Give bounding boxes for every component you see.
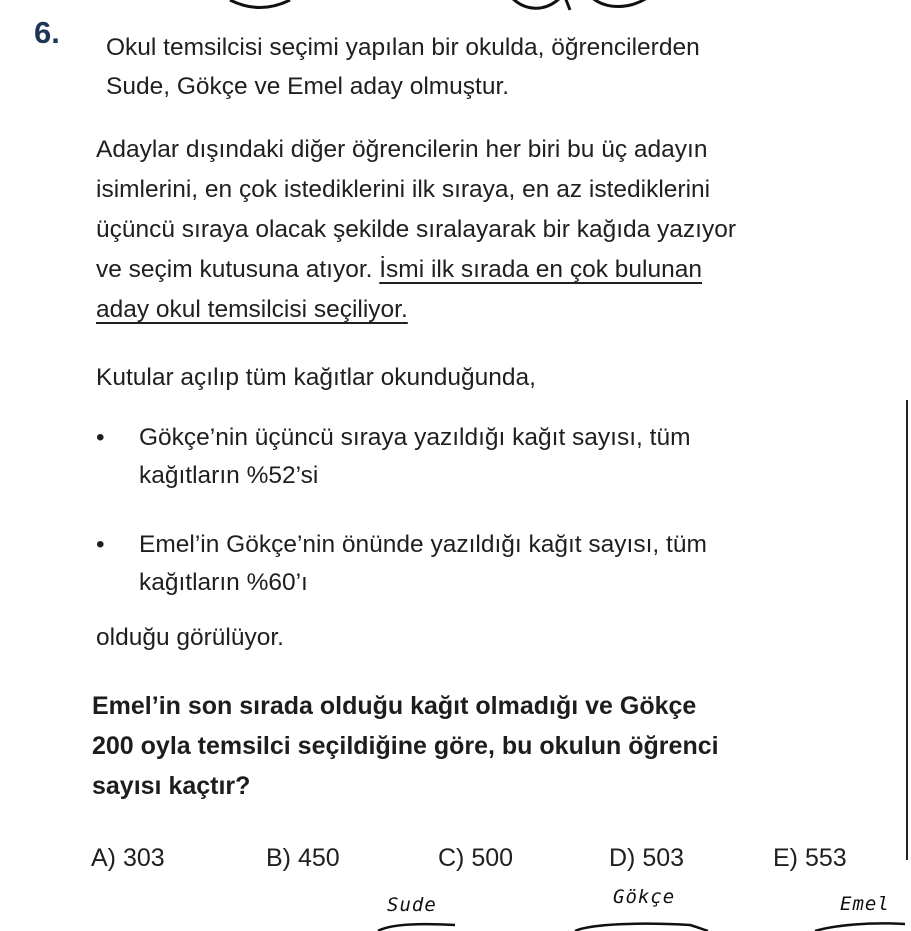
handwritten-gokce: Gökçe	[613, 886, 676, 908]
question-number: 6.	[34, 15, 60, 50]
bullet-2-text	[139, 526, 829, 602]
bullet-2-line-1: Emel’in Gökçe’nin önünde yazıldığı kağıt sayısı, tüm	[139, 531, 707, 558]
answer-choice-b[interactable]: B) 450	[266, 844, 340, 872]
bullet-2-line-2: kağıtların %60’ı	[139, 569, 308, 596]
bold-line-3: sayısı kaçtır?	[92, 772, 251, 800]
question-paragraph	[96, 130, 876, 330]
para-line-3: üçüncü sıraya olacak şekilde sıralayarak bir kağıda yazıyor	[96, 216, 737, 243]
underlined-rule-part-2: aday okul temsilcisi seçiliyor.	[96, 296, 408, 323]
para-line-2: isimlerini, en çok istediklerini ilk sıraya, en az istediklerini	[96, 176, 711, 203]
answer-choice-d[interactable]: D) 503	[609, 844, 685, 872]
para-line-4-start: ve seçim kutusuna atıyor.	[96, 256, 380, 283]
bold-question	[92, 686, 852, 806]
bullet-1-line-1: Gökçe’nin üçüncü sıraya yazıldığı kağıt sayısı, tüm	[139, 424, 691, 451]
para-line-5	[96, 290, 876, 330]
answer-choice-c[interactable]: C) 500	[438, 844, 514, 872]
bold-line-1: Emel’in son sırada olduğu kağıt olmadığı ve Gökçe	[92, 692, 697, 720]
bullet-item-1	[96, 419, 826, 499]
answer-choice-e[interactable]: E) 553	[773, 844, 847, 872]
handwritten-sude: Sude	[387, 894, 437, 916]
answer-choice-a[interactable]: A) 303	[91, 844, 165, 872]
stem-line-1: Okul temsilcisi seçimi yapılan bir okulda, öğrencilerden	[106, 34, 700, 61]
question-stem	[106, 28, 836, 106]
results-outro: olduğu görülüyor.	[96, 624, 284, 651]
para-line-1: Adaylar dışındaki diğer öğrencilerin her biri bu üç adayın	[96, 136, 708, 163]
para-line-4	[96, 250, 876, 290]
bold-line-2: 200 oyla temsilci seçildiğine göre, bu okulun öğrenci	[92, 732, 719, 760]
bullet-1-line-2: kağıtların %52’si	[139, 462, 319, 489]
bullet-1-text	[139, 419, 829, 495]
underlined-rule-part-1: İsmi ilk sırada en çok bulunan	[379, 256, 702, 283]
results-intro: Kutular açılıp tüm kağıtlar okunduğunda,	[96, 364, 536, 391]
handwritten-emel: Emel	[840, 893, 890, 915]
bullet-item-2	[96, 526, 826, 606]
bullet-dot: •	[96, 531, 105, 558]
top-handwriting-scribble	[210, 0, 660, 14]
stem-line-2: Sude, Gökçe ve Emel aday olmuştur.	[106, 73, 510, 100]
bullet-dot: •	[96, 424, 105, 451]
